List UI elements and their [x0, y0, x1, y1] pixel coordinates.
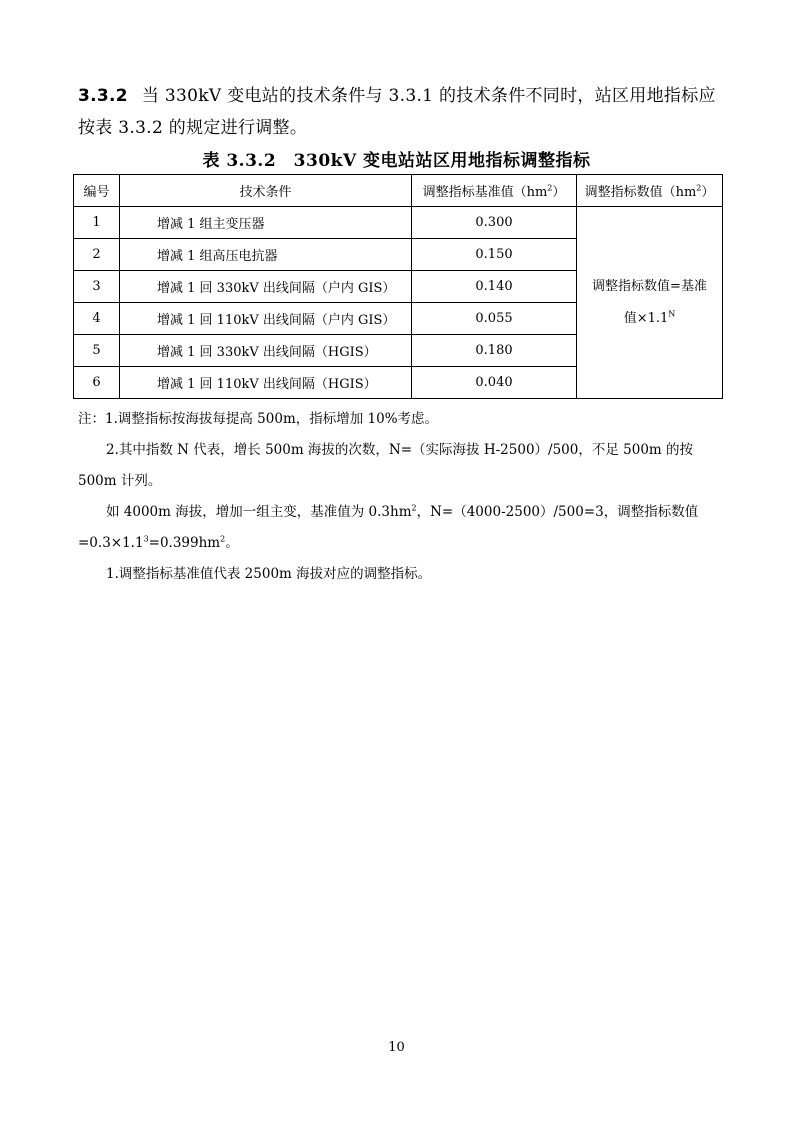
note-3: 1.调整指标基准值代表 2500m 海拔对应的调整指标。 [106, 566, 432, 582]
row-condition: 增减 1 组高压电抗器 [120, 239, 412, 271]
row-base-value: 0.180 [412, 335, 577, 367]
clause-3-3-2 [78, 80, 723, 144]
row-base-value: 0.055 [412, 303, 577, 335]
table-header-row [74, 175, 723, 207]
clause-number: 3.3.2 [78, 86, 128, 106]
adjustment-table [73, 174, 723, 399]
row-number: 1 [74, 207, 120, 239]
row-number: 4 [74, 303, 120, 335]
row-number: 2 [74, 239, 120, 271]
row-condition: 增减 1 回 110kV 出线间隔（HGIS） [120, 367, 412, 399]
header-base-value: 调整指标基准值$(hm^2)$ [412, 175, 577, 207]
row-base-value: 0.040 [412, 367, 577, 399]
table-row [74, 207, 723, 239]
page-number: 10 [388, 1040, 405, 1055]
note-2: 2.其中指数 N 代表，增长 500m 海拔的次数，N=（实际海拔 H-2500）/500，不足 500m 的按 500m 计列。 [78, 442, 693, 489]
merged-value-line1: 调整指标数值=基准 [592, 278, 707, 294]
row-condition: 增减 1 回 330kV 出线间隔（户内 GIS） [120, 271, 412, 303]
row-condition: 增减 1 组主变压器 [120, 207, 412, 239]
row-base-value: 0.140 [412, 271, 577, 303]
row-number: 3 [74, 271, 120, 303]
row-condition: 增减 1 回 110kV 出线间隔（户内 GIS） [120, 303, 412, 335]
row-number: 5 [74, 335, 120, 367]
note-1: 注：1.调整指标按海拔每提高 500m，指标增加 10%考虑。 [78, 411, 439, 427]
row-condition: 增减 1 回 330kV 出线间隔（HGIS） [120, 335, 412, 367]
header-condition: 技术条件 [120, 175, 412, 207]
clause-text: 当 330kV 变电站的技术条件与 3.3.1 的技术条件不同时，站区用地指标应按表 3.3.2 的规定进行调整。 [78, 86, 716, 138]
table-title: 表 3.3.2 330kV 变电站站区用地指标调整指标 [202, 151, 591, 171]
row-number: 6 [74, 367, 120, 399]
merged-value-line2: 值$\times 1.1^N$ [623, 309, 676, 326]
table-notes [78, 404, 723, 590]
note-example: 如 4000m 海拔，增加一组主变，基准值为 $0.3hm^2$，N=（4000-2500）/500=3，调整指标数值$=0.3\times 1.1^3=0.399hm^2$。 [78, 503, 699, 551]
row-base-value: 0.300 [412, 207, 577, 239]
header-no: 编号 [74, 175, 120, 207]
row-base-value: 0.150 [412, 239, 577, 271]
merged-adjusted-value [577, 207, 723, 399]
header-adjusted-value: 调整指标数值$(hm^2)$ [577, 175, 723, 207]
